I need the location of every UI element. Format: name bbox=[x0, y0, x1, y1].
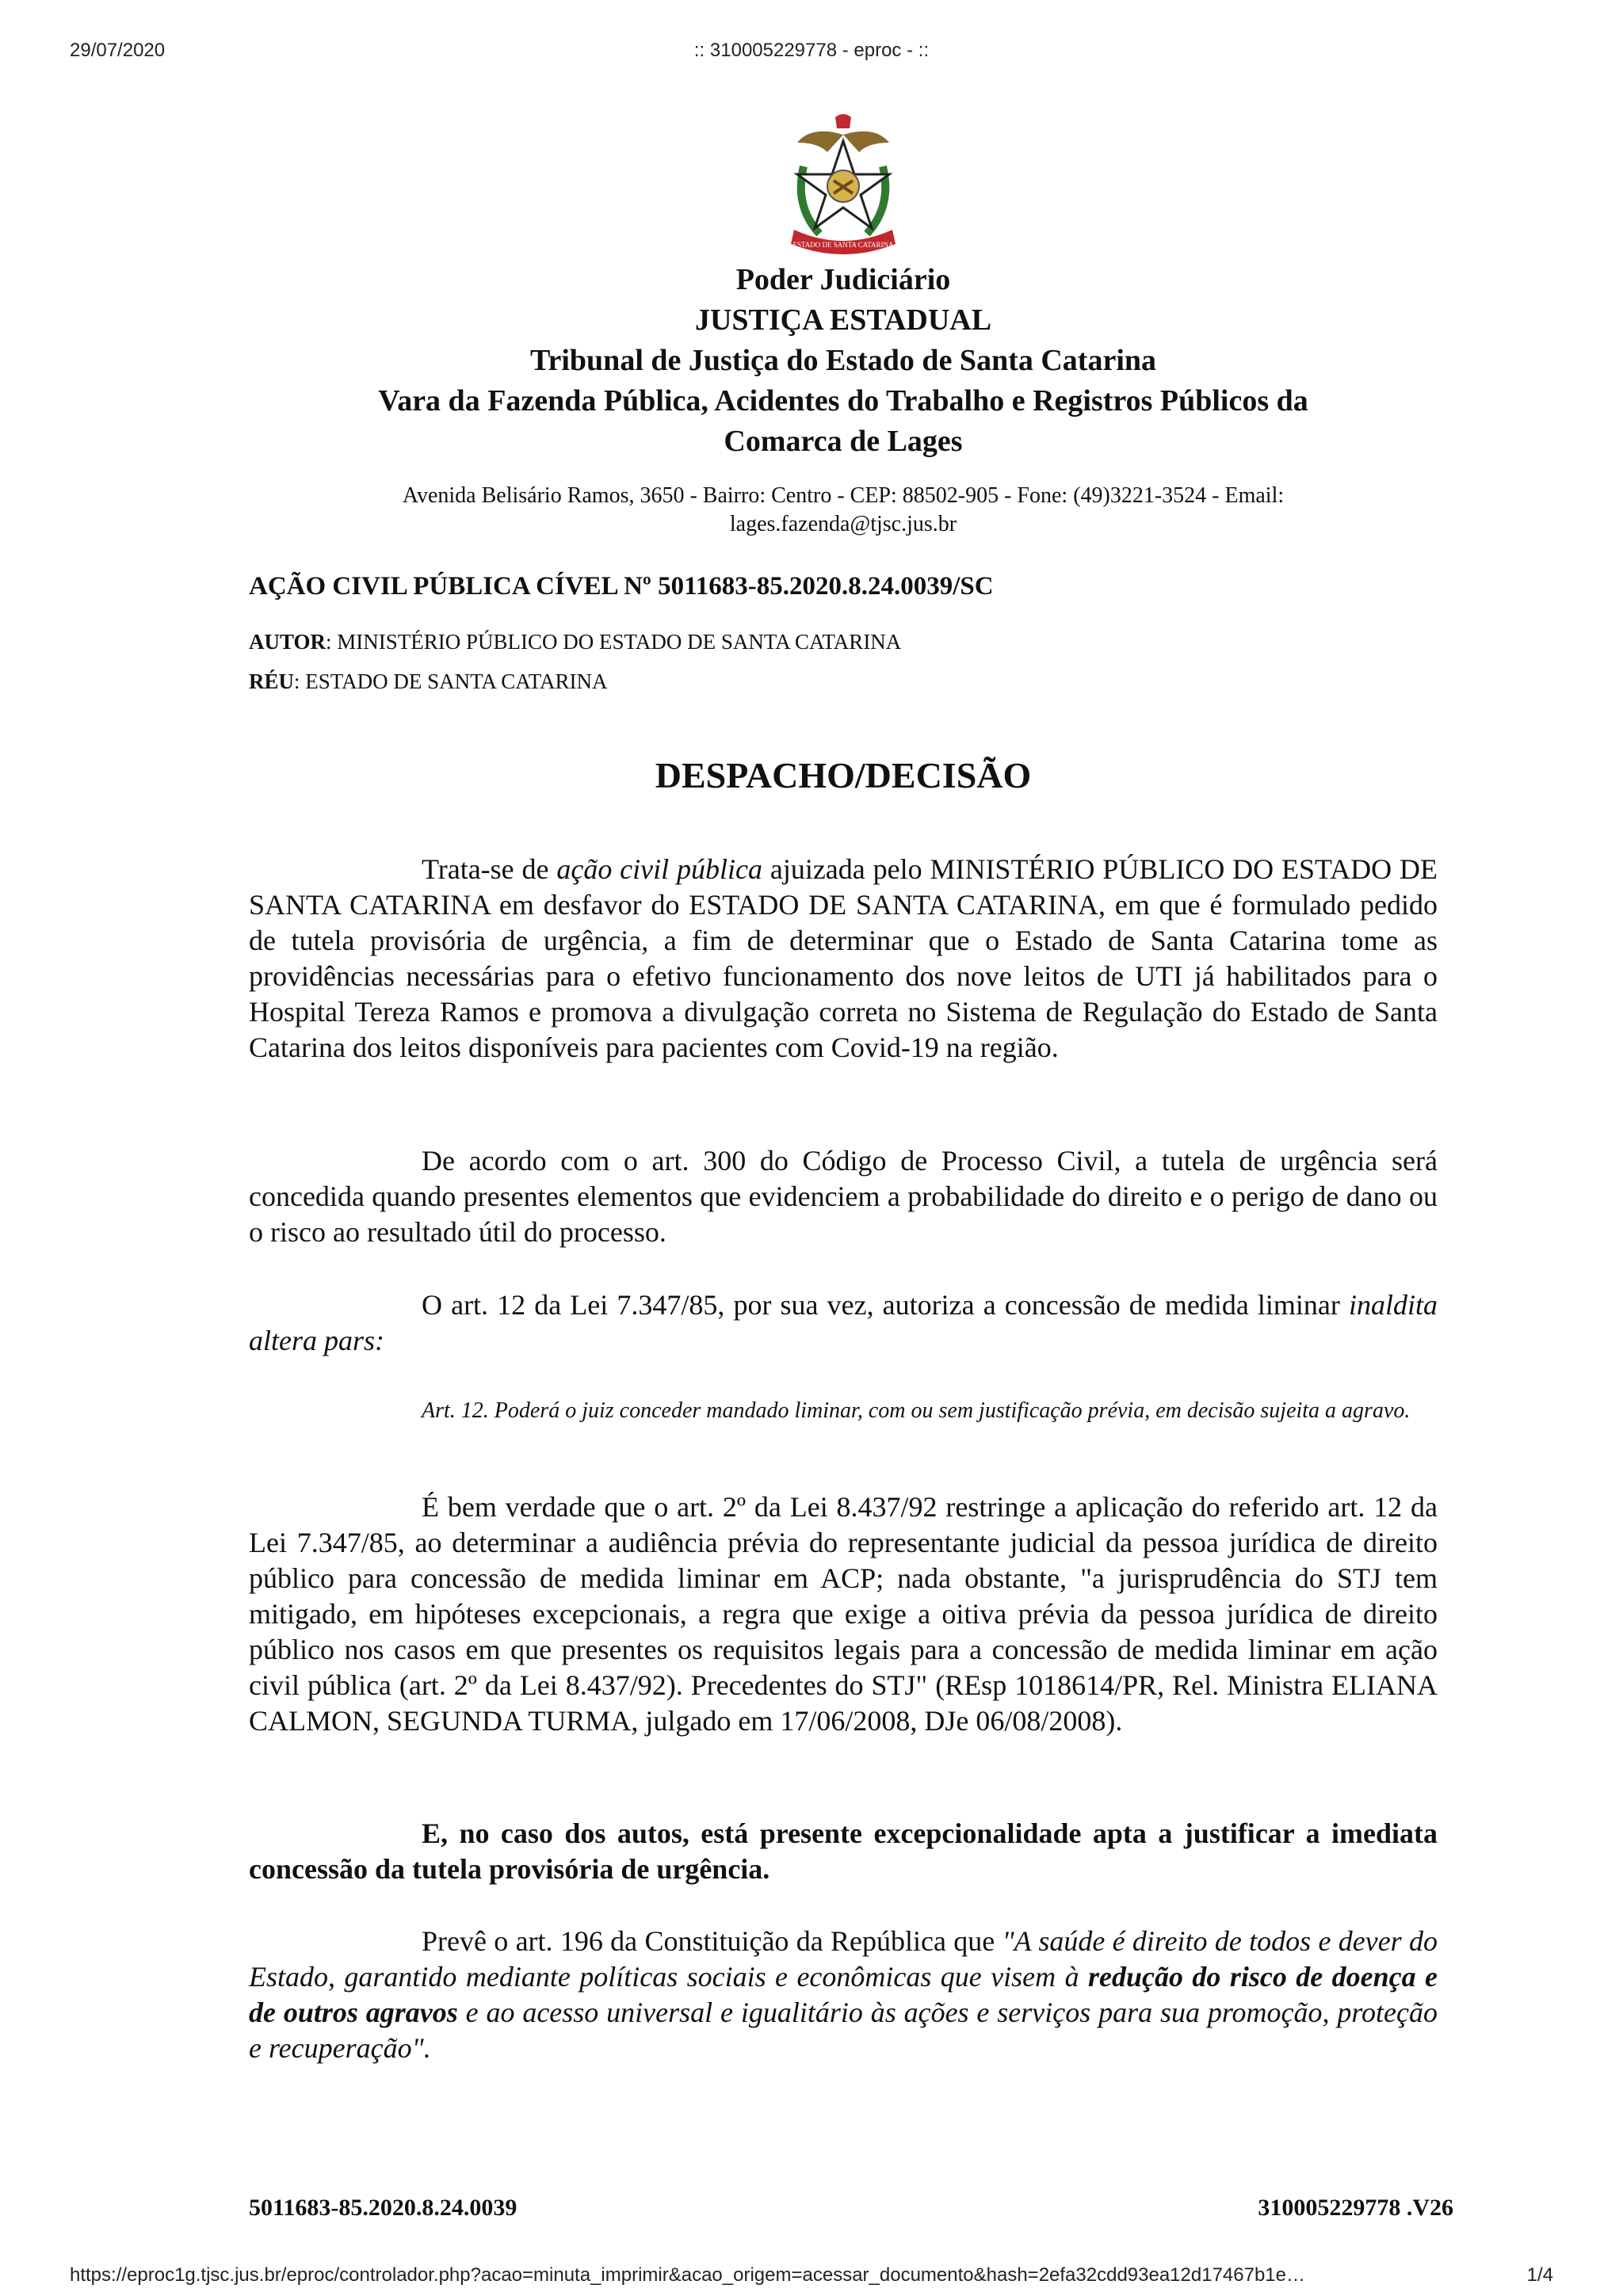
paragraph-4 bbox=[249, 1489, 1438, 1739]
p1-text-b: ajuizada pelo MINISTÉRIO PÚBLICO DO ESTADO DE SANTA CATARINA em desfavor do ESTADO DE SANTA CATARINA, em que é formulado pedido de tutela provisória de urgência, a fim de determinar que o Estado de Santa Catarina tome as providências necessárias para o efetivo funcionamento dos nove leitos de UTI já habilitados para o Hospital Tereza Ramos e promova a divulgação correta no Sistema de Regulação do Estado de Santa Catarina dos leitos disponíveis para pacientes com Covid-19 na região. bbox=[249, 853, 1438, 1063]
reu-label: RÉU bbox=[249, 669, 295, 693]
paragraph-6 bbox=[249, 1924, 1438, 2066]
legal-quote: Art. 12. Poderá o juiz conceder mandado liminar, com ou sem justificação prévia, em decisão sujeita a agravo. bbox=[422, 1398, 1411, 1423]
p6-bold-italic: redução do risco de doença e de outros agravos bbox=[249, 1961, 1438, 2028]
p3-text: O art. 12 da Lei 7.347/85, por sua vez, autoriza a concessão de medida liminar bbox=[422, 1289, 1349, 1321]
p2-text: De acordo com o art. 300 do Código de Processo Civil, a tutela de urgência será concedida quando presentes elementos que evidenciem a probabilidade do direito e o perigo de dano ou o risco ao resultado útil do processo. bbox=[249, 1145, 1438, 1248]
p3-italic: inaldita altera pars: bbox=[249, 1289, 1438, 1356]
p1-italic: ação civil pública bbox=[556, 853, 762, 885]
print-footer bbox=[0, 2264, 1623, 2288]
autor-label: AUTOR bbox=[249, 630, 327, 654]
print-title: :: 310005229778 - eproc - :: bbox=[693, 40, 930, 61]
case-number: AÇÃO CIVIL PÚBLICA CÍVEL Nº 5011683-85.2020.8.24.0039/SC bbox=[249, 572, 994, 601]
doc-footer-process-number: 5011683-85.2020.8.24.0039 bbox=[249, 2195, 517, 2221]
address-line-2: lages.fazenda@tjsc.jus.br bbox=[729, 512, 957, 536]
paragraph-5 bbox=[249, 1816, 1438, 1887]
court-address bbox=[249, 482, 1438, 539]
p6-italic-2: e ao acesso universal e igualitário às ações e serviços para sua promoção, proteção e recuperação". bbox=[249, 1997, 1438, 2064]
paragraph-2 bbox=[249, 1143, 1438, 1250]
p4-text: É bem verdade que o art. 2º da Lei 8.437/92 restringe a aplicação do referido art. 12 da Lei 7.347/85, ao determinar a audiência prévia do representante judicial da pessoa jurídica de direito público para concessão de medida liminar em ACP; nada obstante, "a jurisprudência do STJ tem mitigado, em hipóteses excepcionais, a regra que exige a oitiva prévia da pessoa jurídica de direito público nos casos em que presentes os requisitos legais para a concessão de medida liminar em ação civil pública (art. 2º da Lei 8.437/92). Precedentes do STJ" (REsp 1018614/PR, Rel. Ministra ELIANA CALMON, SEGUNDA TURMA, julgado em 17/06/2008, DJe 06/08/2008). bbox=[249, 1491, 1438, 1737]
print-date: 29/07/2020 bbox=[70, 40, 166, 61]
print-page-number: 1/4 bbox=[1526, 2264, 1553, 2286]
paragraph-1 bbox=[249, 852, 1438, 1066]
party-autor bbox=[249, 630, 901, 654]
santa-catarina-coat-of-arms-icon bbox=[780, 111, 907, 261]
court-line-5: Comarca de Lages bbox=[724, 425, 963, 458]
court-line-3: Tribunal de Justiça do Estado de Santa Catarina bbox=[529, 344, 1157, 377]
p6-text-a: Prevê o art. 196 da Constituição da República que bbox=[422, 1925, 1002, 1957]
court-line-4: Vara da Fazenda Pública, Acidentes do Trabalho e Registros Públicos da bbox=[378, 384, 1308, 418]
paragraph-3 bbox=[249, 1287, 1438, 1359]
crest-ribbon-text bbox=[792, 241, 894, 249]
court-line-2: JUSTIÇA ESTADUAL bbox=[694, 303, 992, 337]
court-heading bbox=[249, 260, 1438, 462]
p5-text: E, no caso dos autos, está presente excepcionalidade apta a justificar a imediata concessão da tutela provisória de urgência. bbox=[249, 1817, 1438, 1885]
p1-text-a: Trata-se de bbox=[422, 853, 557, 885]
party-reu bbox=[249, 669, 608, 694]
print-url: https://eproc1g.tjsc.jus.br/eproc/controlador.php?acao=minuta_imprimir&acao_origem=acessar_documento&hash=2efa32cdd93ea12d17467b1e… bbox=[70, 2264, 1306, 2286]
crest-ribbon-label: ESTADO DE SANTA CATARINA bbox=[792, 241, 894, 249]
print-header bbox=[0, 40, 1623, 63]
doc-footer-version: 310005229778 .V26 bbox=[1258, 2195, 1453, 2221]
reu-value: : ESTADO DE SANTA CATARINA bbox=[294, 669, 608, 693]
autor-value: : MINISTÉRIO PÚBLICO DO ESTADO DE SANTA CATARINA bbox=[326, 630, 902, 654]
court-line-1: Poder Judiciário bbox=[735, 263, 951, 296]
address-line-1: Avenida Belisário Ramos, 3650 - Bairro: Centro - CEP: 88502-905 - Fone: (49)3221-3524 - Email: bbox=[402, 483, 1285, 508]
p6-italic-1: "A saúde é direito de todos e dever do Estado, garantido mediante políticas sociais e econômicas que visem à bbox=[249, 1925, 1438, 1993]
decision-title: DESPACHO/DECISÃO bbox=[655, 755, 1032, 795]
